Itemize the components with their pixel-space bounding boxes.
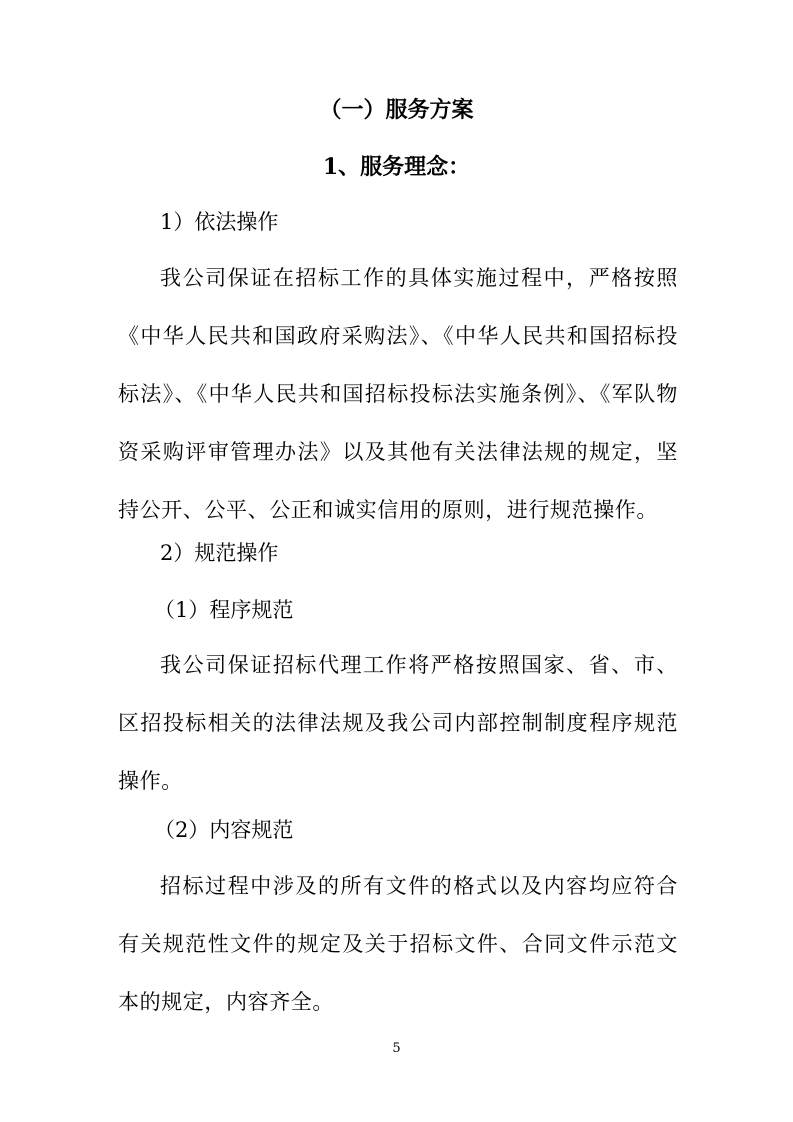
paragraph-procedure-standard: 我公司保证招标代理工作将严格按照国家、省、市、区招投标相关的法律法规及我公司内部控制制度程序规范操作。 <box>118 653 678 793</box>
paragraph-content-standard: 招标过程中涉及的所有文件的格式以及内容均应符合有关规范性文件的规定及关于招标文件、合同文件示范文本的规定，内容齐全。 <box>118 874 678 1014</box>
item-label-legal-operation: 1）依法操作 <box>160 210 279 234</box>
page-number: 5 <box>392 1041 401 1056</box>
item-label-procedure-standard: （1）程序规范 <box>154 598 294 622</box>
item-label-standard-operation: 2）规范操作 <box>160 541 279 565</box>
section-heading: （一）服务方案 <box>319 97 474 123</box>
item-label-content-standard: （2）内容规范 <box>154 818 294 842</box>
paragraph-legal-operation: 我公司保证在招标工作的具体实施过程中，严格按照《中华人民共和国政府采购法》、《中华人民共和国招标投标法》、《中华人民共和国招标投标法实施条例》、《军队物资采购评审管理办法》以及其他有关法律法规的规定，坚持公开、公平、公正和诚实信用的原则，进行规范操作。 <box>118 266 678 522</box>
subheading: 1、服务理念： <box>322 154 471 180</box>
